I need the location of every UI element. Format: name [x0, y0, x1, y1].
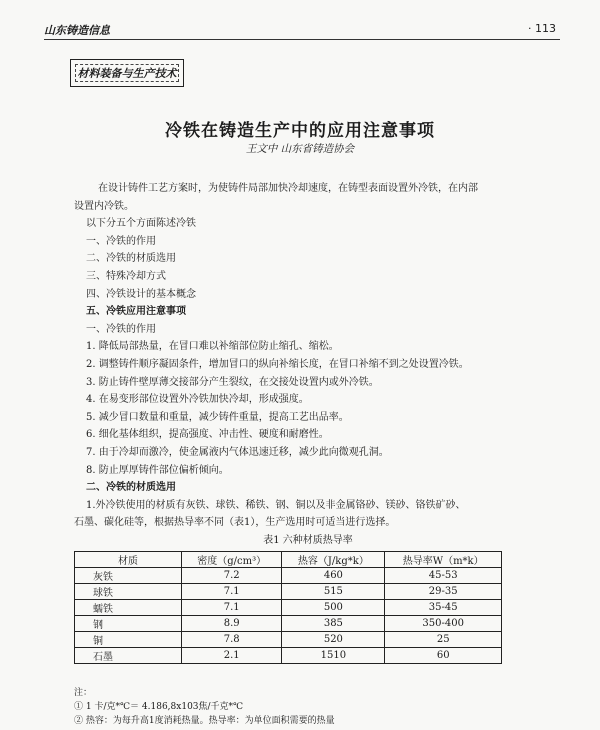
footnote-item: ① 1 卡/克*℃＝ 4.186,8x103焦/千克*℃ — [74, 702, 244, 712]
table-cell: 350-400 — [385, 616, 502, 632]
outline-item: 一、冷铁的作用 — [86, 235, 156, 247]
list-item: 2. 调整铸件顺序凝固条件，增加冒口的纵向补缩长度，在冒口补缩不到之处设置冷铁。 — [86, 358, 469, 370]
table-row — [75, 616, 502, 632]
table-row — [75, 584, 502, 600]
footnotes — [74, 686, 544, 728]
outline-item: 三、特殊冷却方式 — [86, 270, 166, 282]
table-cell: 500 — [282, 600, 385, 616]
table-header: 材质 — [75, 552, 182, 568]
outline-intro: 以下分五个方面陈述冷铁 — [86, 218, 196, 230]
article-byline: 王文中 山东省铸造协会 — [245, 143, 355, 155]
intro-line: 在设计铸件工艺方案时，为使铸件局部加快冷却速度，在铸型表面设置外冷铁，在内部 — [98, 183, 478, 194]
table-cell: 7.8 — [182, 632, 282, 648]
table-cell: 460 — [282, 568, 385, 584]
table-cell: 35-45 — [385, 600, 502, 616]
table-cell: 385 — [282, 616, 385, 632]
table-cell: 29-35 — [385, 584, 502, 600]
article-title: 冷铁在铸造生产中的应用注意事项 — [165, 121, 435, 141]
list-item: 5. 减少冒口数量和重量，减少铸件重量，提高工艺出品率。 — [86, 411, 349, 423]
list-item: 4. 在易变形部位设置外冷铁加快冷却，形成强度。 — [86, 394, 309, 406]
table-cell: 45-53 — [385, 568, 502, 584]
intro-line: 设置内冷铁。 — [74, 200, 134, 212]
article-body — [74, 180, 530, 664]
section-heading: 二、冷铁的材质选用 — [86, 482, 176, 494]
list-item: 7. 由于冷却而激冷，使金属液内气体迅速迁移，减少此向微观孔洞。 — [86, 446, 389, 458]
journal-name: 山东铸造信息 — [44, 24, 110, 37]
outline-item: 四、冷铁设计的基本概念 — [86, 288, 196, 300]
list-item: 6. 细化基体组织，提高强度、冲击性、硬度和耐磨性。 — [86, 429, 329, 441]
table-row — [75, 632, 502, 648]
list-item: 1. 降低局部热量，在冒口难以补缩部位防止缩孔、缩松。 — [86, 341, 339, 353]
table-cell: 8.9 — [182, 616, 282, 632]
table-row — [75, 648, 502, 664]
table-header: 热容（J/kg*k） — [282, 552, 385, 568]
footnote-label: 注： — [74, 688, 93, 698]
table-header: 密度（g/cm³） — [182, 552, 282, 568]
section-label-box — [70, 59, 184, 87]
page-number: · 113 — [528, 22, 556, 35]
table-cell: 520 — [282, 632, 385, 648]
outline-item: 二、冷铁的材质选用 — [86, 253, 176, 265]
table-cell: 60 — [385, 648, 502, 664]
table-caption: 表1 六种材质热导率 — [263, 534, 353, 546]
header-rule — [44, 39, 560, 40]
table-cell: 2.1 — [182, 648, 282, 664]
paragraph-line: 石墨、碳化硅等，根据热导率不同（表1），生产选用时可适当进行选择。 — [74, 517, 396, 529]
section-heading: 一、冷铁的作用 — [86, 323, 156, 335]
table-cell: 灰铁 — [75, 568, 182, 584]
table-cell: 球铁 — [75, 584, 182, 600]
table-cell: 石墨 — [75, 648, 182, 664]
table-cell: 515 — [282, 584, 385, 600]
table-cell: 7.1 — [182, 584, 282, 600]
section-label: 材料装备与生产技术 — [75, 64, 179, 82]
table-row — [75, 568, 502, 584]
table-cell: 蠕铁 — [75, 600, 182, 616]
paragraph-line: 1.外冷铁使用的材质有灰铁、球铁、稀铁、钢、铜以及非金属铬砂、镁砂、铬铁矿砂、 — [86, 499, 466, 511]
table-cell: 1510 — [282, 648, 385, 664]
table-cell: 25 — [385, 632, 502, 648]
conductivity-table — [74, 551, 502, 664]
list-item: 3. 防止铸件壁厚薄交接部分产生裂纹，在交接处设置内或外冷铁。 — [86, 376, 379, 388]
table-cell: 铜 — [75, 632, 182, 648]
table-cell: 钢 — [75, 616, 182, 632]
outline-item: 五、冷铁应用注意事项 — [86, 306, 186, 318]
table-cell: 7.2 — [182, 568, 282, 584]
list-item: 8. 防止厚厚铸件部位偏析倾向。 — [86, 464, 229, 476]
table-cell: 7.1 — [182, 600, 282, 616]
table-row — [75, 600, 502, 616]
footnote-item: ② 热容：为每升高1度消耗热量。热导率：为单位面积需要的热量 — [74, 716, 335, 726]
table-header: 热导率W（m*k） — [385, 552, 502, 568]
table-header-row — [75, 552, 502, 568]
